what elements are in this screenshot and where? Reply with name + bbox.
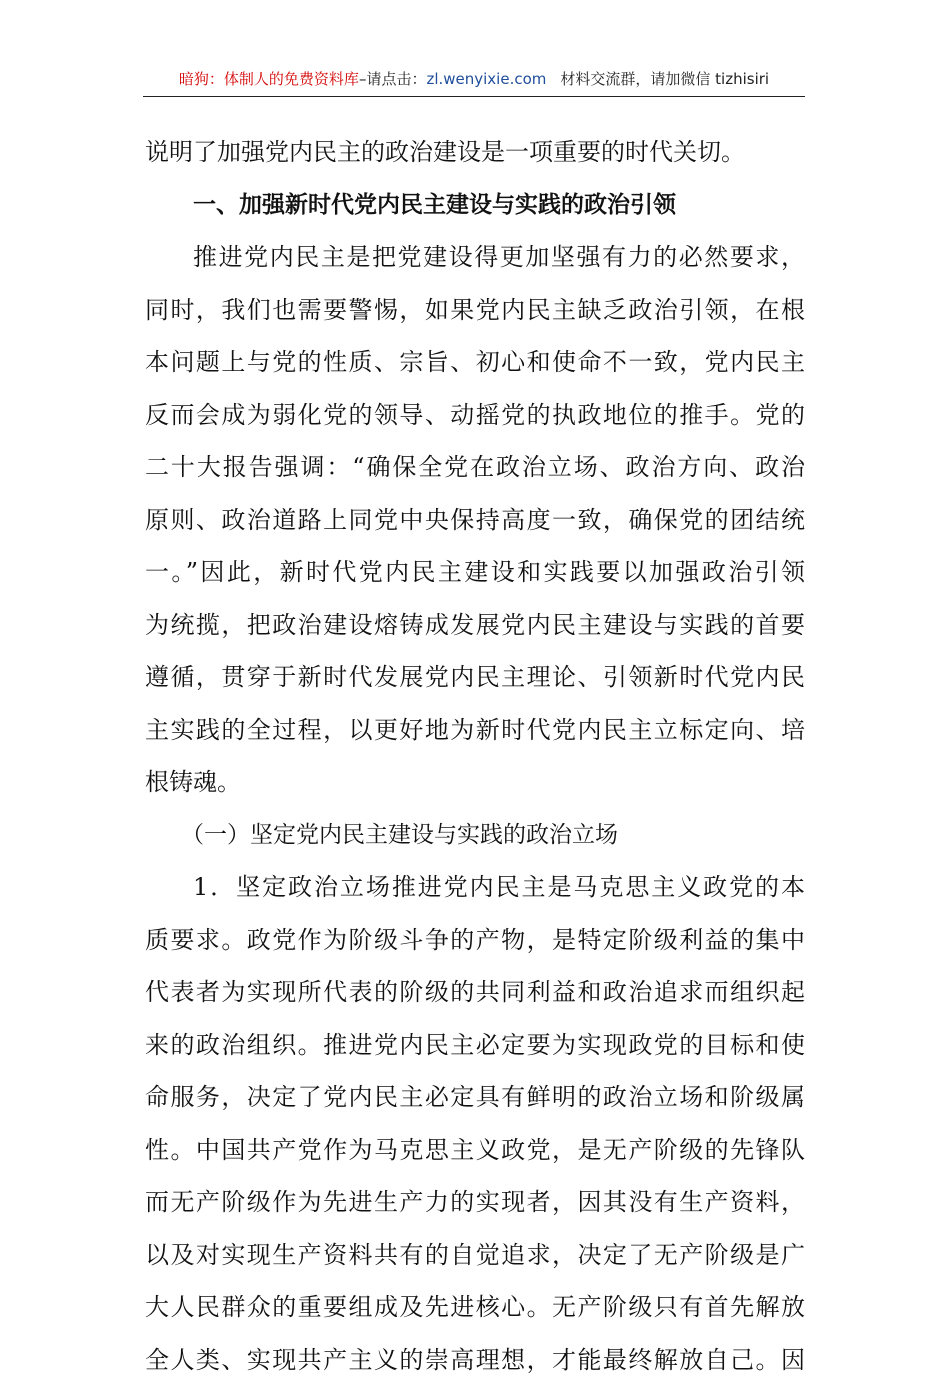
paragraph-line: 原则、政治道路上同党中央保持高度一致，确保党的团结统: [145, 494, 805, 547]
paragraph-line: 以及对实现生产资料共有的自觉追求，决定了无产阶级是广: [145, 1229, 805, 1282]
section-heading: 一、加强新时代党内民主建设与实践的政治引领: [145, 179, 805, 232]
subsection-heading: （一）坚定党内民主建设与实践的政治立场: [145, 809, 805, 862]
paragraph-line: 大人民群众的重要组成及先进核心。无产阶级只有首先解放: [145, 1281, 805, 1334]
paragraph-line: 质要求。政党作为阶级斗争的产物，是特定阶级利益的集中: [145, 914, 805, 967]
paragraph-line: 来的政治组织。推进党内民主必定要为实现政党的目标和使: [145, 1019, 805, 1072]
paragraph-line: 二十大报告强调：“确保全党在政治立场、政治方向、政治: [145, 441, 805, 494]
header-brand: 暗狗：体制人的免费资料库: [179, 70, 359, 88]
paragraph-line: 为统揽，把政治建设熔铸成发展党内民主建设与实践的首要: [145, 599, 805, 652]
header-wechat-group: 材料交流群，请加微信 tizhisiri: [560, 70, 769, 88]
paragraph-line: 主实践的全过程，以更好地为新时代党内民主立标定向、培: [145, 704, 805, 757]
paragraph-line: 同时，我们也需要警惕，如果党内民主缺乏政治引领，在根: [145, 284, 805, 337]
paragraph-line: 根铸魂。: [145, 756, 805, 809]
paragraph-line: 一。”因此，新时代党内民主建设和实践要以加强政治引领: [145, 546, 805, 599]
paragraph-line: 推进党内民主是把党建设得更加坚强有力的必然要求，: [145, 231, 805, 284]
paragraph-line: 1．坚定政治立场推进党内民主是马克思主义政党的本: [145, 861, 805, 914]
paragraph-line: 而无产阶级作为先进生产力的实现者，因其没有生产资料，: [145, 1176, 805, 1229]
paragraph-line: 性。中国共产党作为马克思主义政党，是无产阶级的先锋队: [145, 1124, 805, 1177]
header-url-link[interactable]: zl.wenyixie.com: [426, 70, 546, 88]
paragraph-line: 反而会成为弱化党的领导、动摇党的执政地位的推手。党的: [145, 389, 805, 442]
paragraph-line: 说明了加强党内民主的政治建设是一项重要的时代关切。: [145, 126, 805, 179]
paragraph-line: 本问题上与党的性质、宗旨、初心和使命不一致，党内民主: [145, 336, 805, 389]
paragraph-line: 命服务，决定了党内民主必定具有鲜明的政治立场和阶级属: [145, 1071, 805, 1124]
page-header: [143, 66, 805, 97]
document-body: [145, 126, 805, 1386]
paragraph-line: 遵循，贯穿于新时代发展党内民主理论、引领新时代党内民: [145, 651, 805, 704]
paragraph-line: 全人类、实现共产主义的崇高理想，才能最终解放自己。因: [145, 1334, 805, 1386]
header-cta: –请点击：: [359, 70, 427, 88]
paragraph-line: 代表者为实现所代表的阶级的共同利益和政治追求而组织起: [145, 966, 805, 1019]
